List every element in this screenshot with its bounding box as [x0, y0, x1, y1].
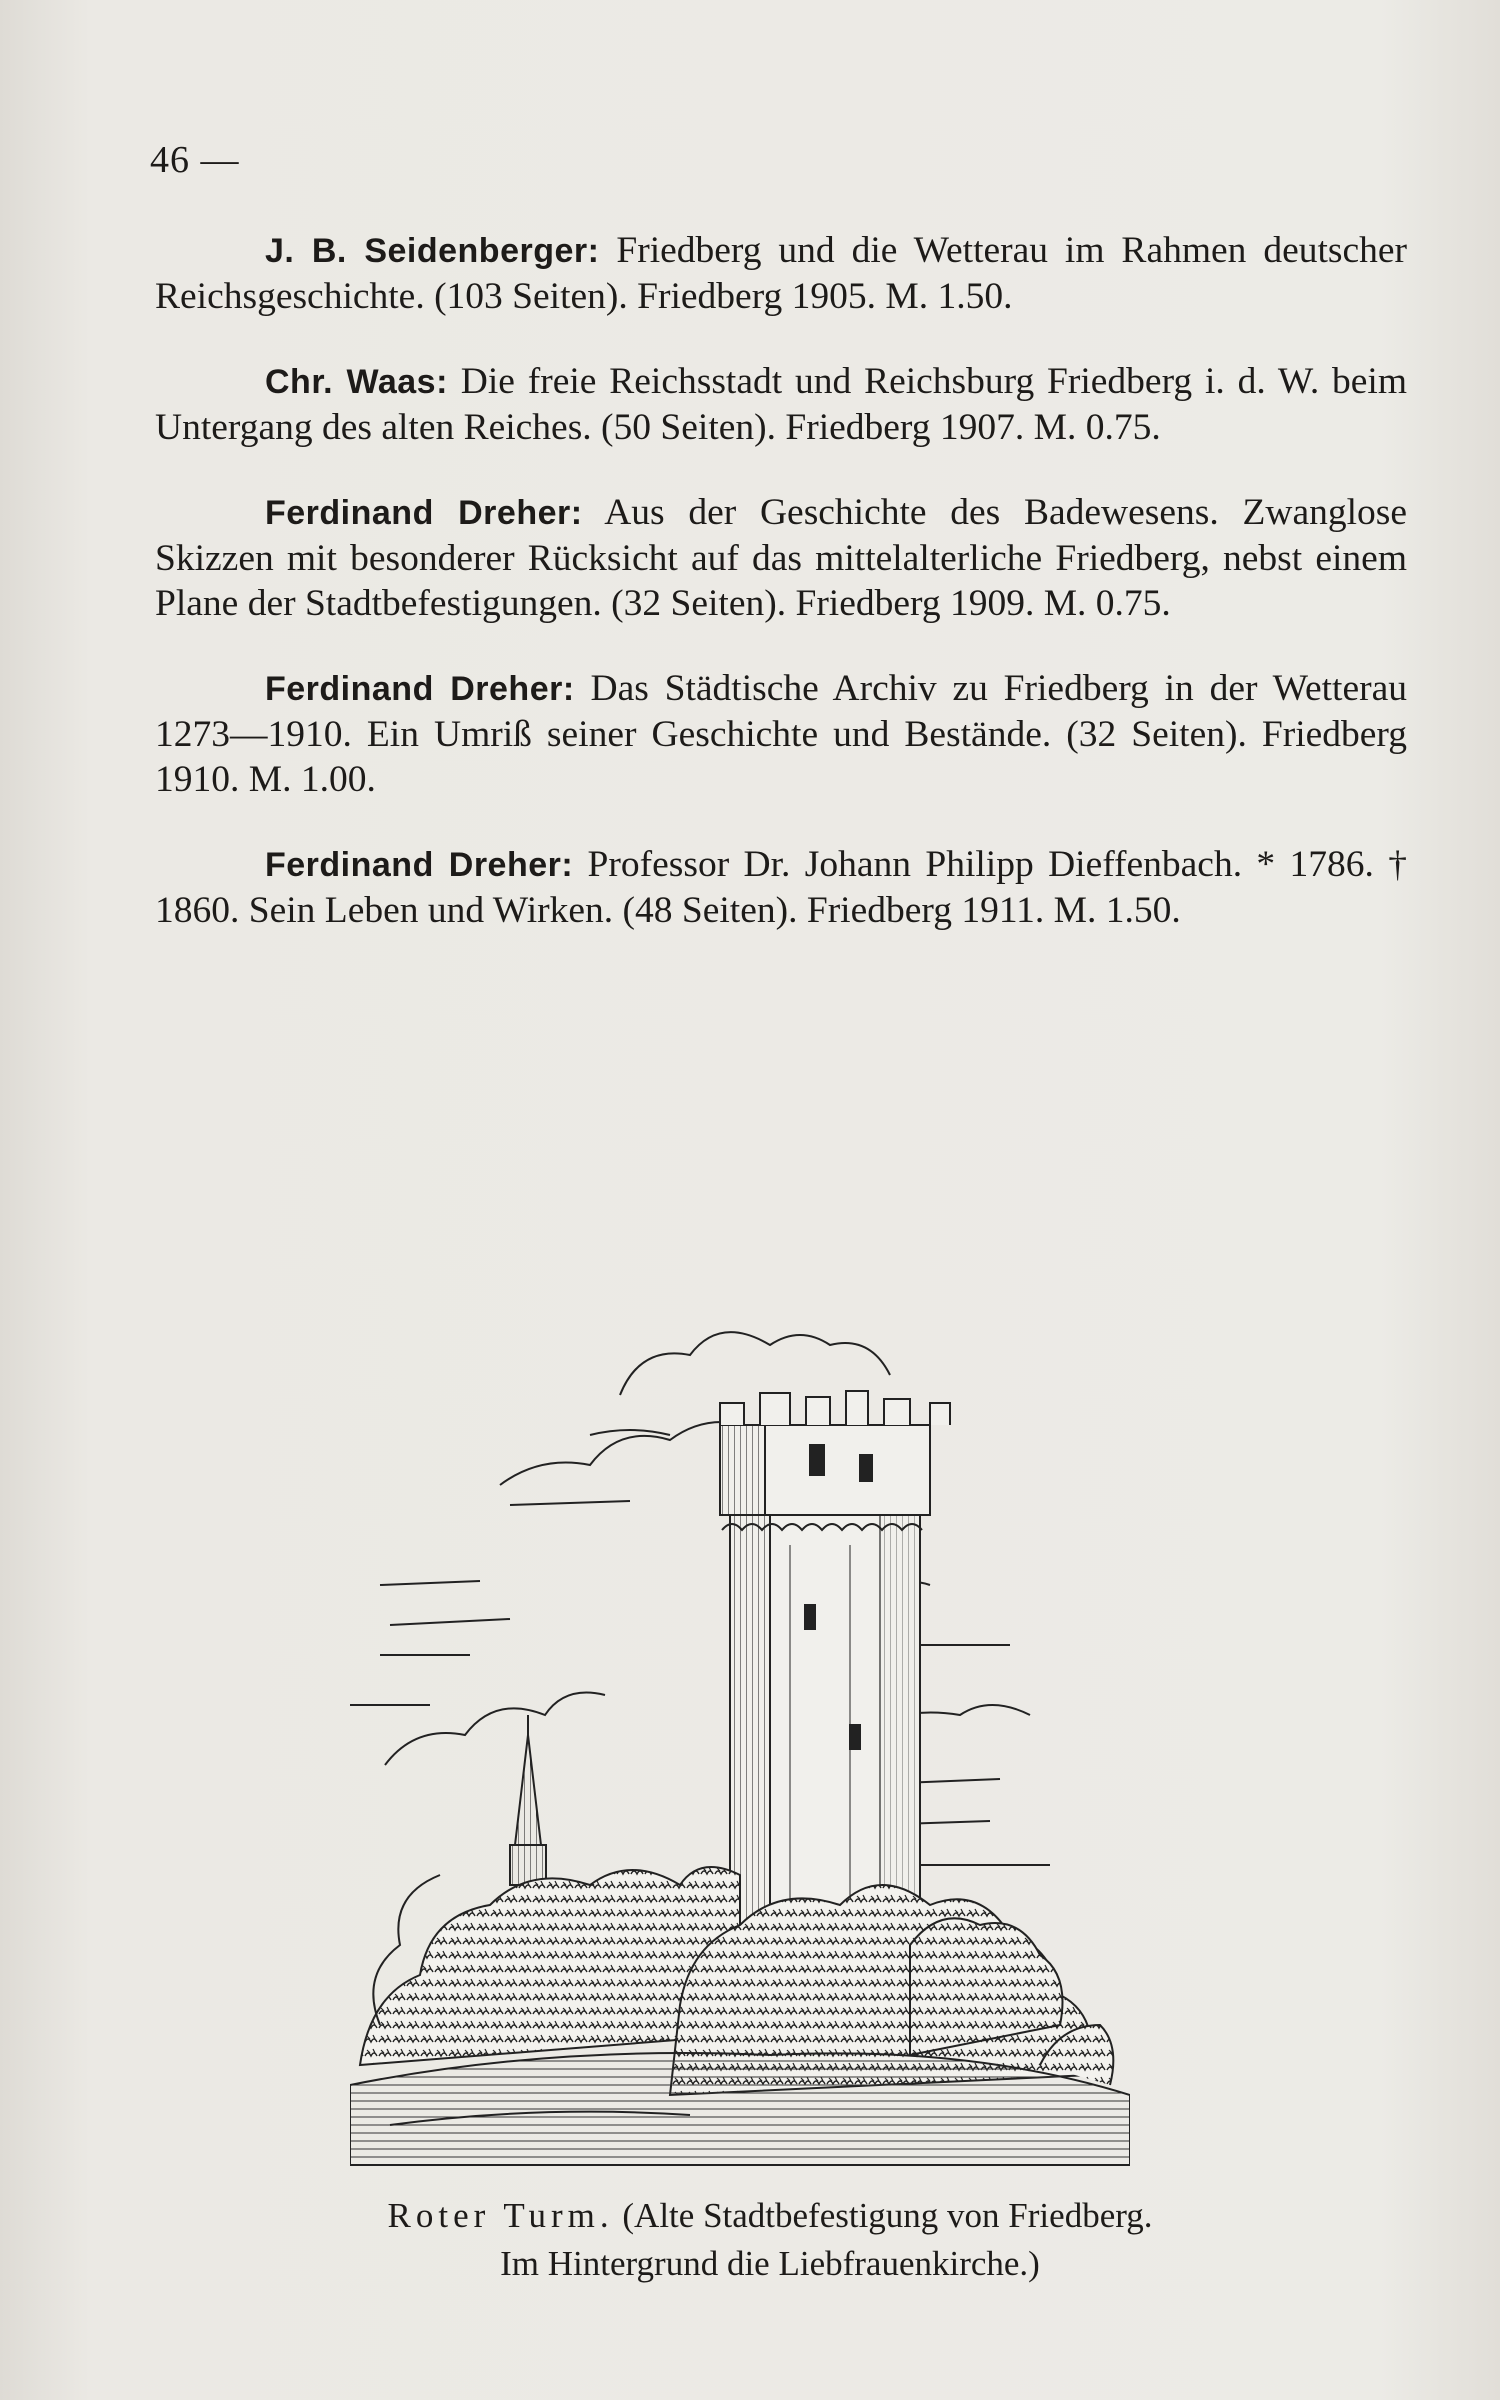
entry-author: Ferdinand Dreher: — [265, 494, 583, 532]
ground — [350, 2053, 1130, 2165]
bibliography-list — [155, 228, 1407, 973]
caption-line1-rest: (Alte Stadtbefestigung von Friedberg. — [622, 2196, 1153, 2235]
entry-text: Professor Dr. Johann Philipp Dieffenbach. * 1786. † 1860. Sein Leben und Wirken. (48 Seiten). Friedberg 1911. M. 1.50. — [155, 844, 1407, 931]
tower-illustration — [350, 1305, 1130, 2185]
bibliography-entry — [155, 228, 1407, 319]
entry-author: Ferdinand Dreher: — [265, 670, 575, 708]
entry-text: Friedberg und die Wetterau im Rahmen deutscher Reichsgeschichte. (103 Seiten). Friedberg 1905. M. 1.50. — [155, 230, 1408, 317]
entry-text: Die freie Reichsstadt und Reichsburg Friedberg i. d. W. beim Untergang des alten Reiches. (50 Seiten). Friedberg 1907. M. 0.75. — [155, 361, 1408, 448]
entry-text: Aus der Geschichte des Badewesens. Zwanglose Skizzen mit besonderer Rücksicht auf das mittelalterliche Friedberg, nebst einem Plane der Stadtbefestigungen. (32 Seiten). Friedberg 1909. M. 0.75. — [155, 492, 1407, 624]
caption-line-2: Im Hintergrund die Liebfrauenkirche.) — [500, 2244, 1040, 2283]
page-number: 46 — — [150, 139, 240, 181]
bibliography-entry — [155, 359, 1407, 450]
entry-text: Das Städtische Archiv zu Friedberg in der Wetterau 1273—1910. Ein Umriß seiner Geschichte und Bestände. (32 Seiten). Friedberg 1910. M. 1.00. — [155, 668, 1407, 800]
entry-author: J. B. Seidenberger: — [265, 232, 600, 270]
church-spire — [510, 1715, 546, 1885]
entry-author: Chr. Waas: — [265, 363, 448, 401]
caption-line-1 — [150, 2192, 1390, 2240]
caption-title: Roter Turm. — [387, 2196, 614, 2235]
bibliography-entry — [155, 666, 1407, 802]
entry-author: Ferdinand Dreher: — [265, 846, 574, 884]
figure-caption — [150, 2192, 1390, 2288]
bibliography-entry — [155, 490, 1407, 626]
bibliography-entry — [155, 842, 1407, 933]
